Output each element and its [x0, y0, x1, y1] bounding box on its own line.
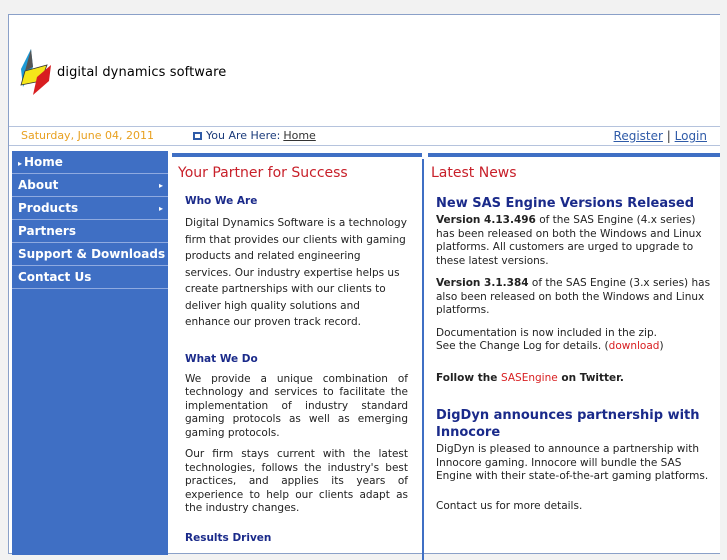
logo-mark-icon — [19, 47, 53, 97]
active-marker-icon: ▸ — [18, 159, 23, 168]
doc-line-1: Documentation is now included in the zip. — [436, 326, 657, 339]
news-column — [428, 151, 721, 555]
what-we-do-text-2: Our firm stays current with the latest technologies, follows the industry's best practices, and applies its years of experience to help our clients adapt as the industry changes. — [185, 448, 408, 514]
version-3-text: of the SAS Engine (3.x series) has also been released on both the Windows and Linux platforms. — [436, 277, 711, 316]
who-we-are-text: Digital Dynamics Software is a technology firm that provides our clients with gaming products and related engineering services. Our industry expertise helps us create partnerships with our clients to deliver high quality solutions and enhance our proven track record. — [185, 217, 407, 328]
register-link[interactable]: Register — [613, 129, 663, 143]
news-title: Latest News — [431, 165, 517, 181]
current-date: Saturday, June 04, 2011 — [21, 129, 154, 142]
main-title: Your Partner for Success — [178, 165, 348, 181]
doc-line-2: See the Change Log for details. ( — [436, 340, 609, 352]
results-driven-heading: Results Driven — [185, 531, 272, 544]
news-item-2-text: DigDyn is pleased to announce a partnership with Innocore gaming. Innocore will bundle the SAS Engine with their state-of-the-art gaming platforms. — [436, 443, 709, 482]
column-divider — [422, 159, 424, 560]
nav-item-partners[interactable] — [12, 220, 168, 243]
breadcrumb-home-link[interactable]: Home — [283, 129, 316, 142]
news-item-1-version-3 — [436, 277, 715, 318]
what-we-do-text-1: We provide a unique combination of technology and services to facilitate the implementation of industry standard gaming protocols as well as emerging gaming protocols. — [185, 372, 408, 439]
you-are-here-label: You Are Here: — [206, 129, 281, 142]
version-4-label: Version 4.13.496 — [436, 214, 536, 226]
logo[interactable] — [19, 47, 226, 97]
breadcrumb — [193, 129, 316, 142]
news-item-2-contact: Contact us for more details. — [436, 499, 583, 512]
nav-item-contact-us[interactable] — [12, 266, 168, 289]
download-link[interactable]: download — [608, 340, 660, 352]
news-item-2-heading[interactable]: DigDyn announces partnership with Innocore — [436, 408, 700, 440]
nav-item-label: About — [18, 178, 59, 192]
what-we-do-heading: What We Do — [185, 352, 258, 365]
version-3-label: Version 3.1.384 — [436, 277, 529, 289]
who-we-are-heading: Who We Are — [185, 195, 258, 207]
news-top-rule — [428, 153, 721, 157]
nav-item-support-downloads[interactable] — [12, 243, 168, 266]
nav-item-label: Partners — [18, 224, 76, 238]
sidebar-nav — [12, 151, 168, 555]
info-bar — [9, 126, 721, 146]
nav-item-label: Support & Downloads — [18, 247, 166, 261]
twitter-link[interactable]: SASEngine — [501, 371, 558, 384]
nav-item-home[interactable] — [12, 151, 168, 174]
follow-pre: Follow the — [436, 371, 501, 384]
nav-item-products[interactable] — [12, 197, 168, 220]
login-link[interactable]: Login — [674, 129, 707, 143]
news-item-1-documentation — [436, 327, 715, 354]
logo-text: digital dynamics software — [57, 64, 227, 80]
news-item-1-heading[interactable]: New SAS Engine Versions Released — [436, 196, 694, 211]
nav-item-about[interactable] — [12, 174, 168, 197]
nav-item-label: Contact Us — [18, 270, 92, 284]
location-icon — [193, 132, 202, 140]
auth-links — [614, 129, 707, 143]
news-item-1-version-4 — [436, 214, 715, 268]
twitter-follow — [436, 372, 715, 386]
submenu-arrow-icon: ▸ — [158, 204, 163, 213]
nav-item-label: Home — [24, 155, 63, 169]
nav-item-label: Products — [18, 201, 79, 215]
submenu-arrow-icon: ▸ — [158, 181, 163, 190]
doc-line-end: ) — [659, 340, 664, 352]
page-frame — [8, 14, 720, 554]
follow-post: on Twitter. — [557, 371, 624, 384]
page-margin — [720, 14, 727, 545]
main-content — [172, 151, 422, 555]
auth-separator: | — [666, 129, 671, 143]
header — [9, 15, 721, 126]
version-4-text: of the SAS Engine (4.x series) has been released on both the Windows and Linux platforms. All customers are urged to upgrade to these latest versions. — [436, 214, 702, 267]
main-top-rule — [172, 153, 422, 157]
